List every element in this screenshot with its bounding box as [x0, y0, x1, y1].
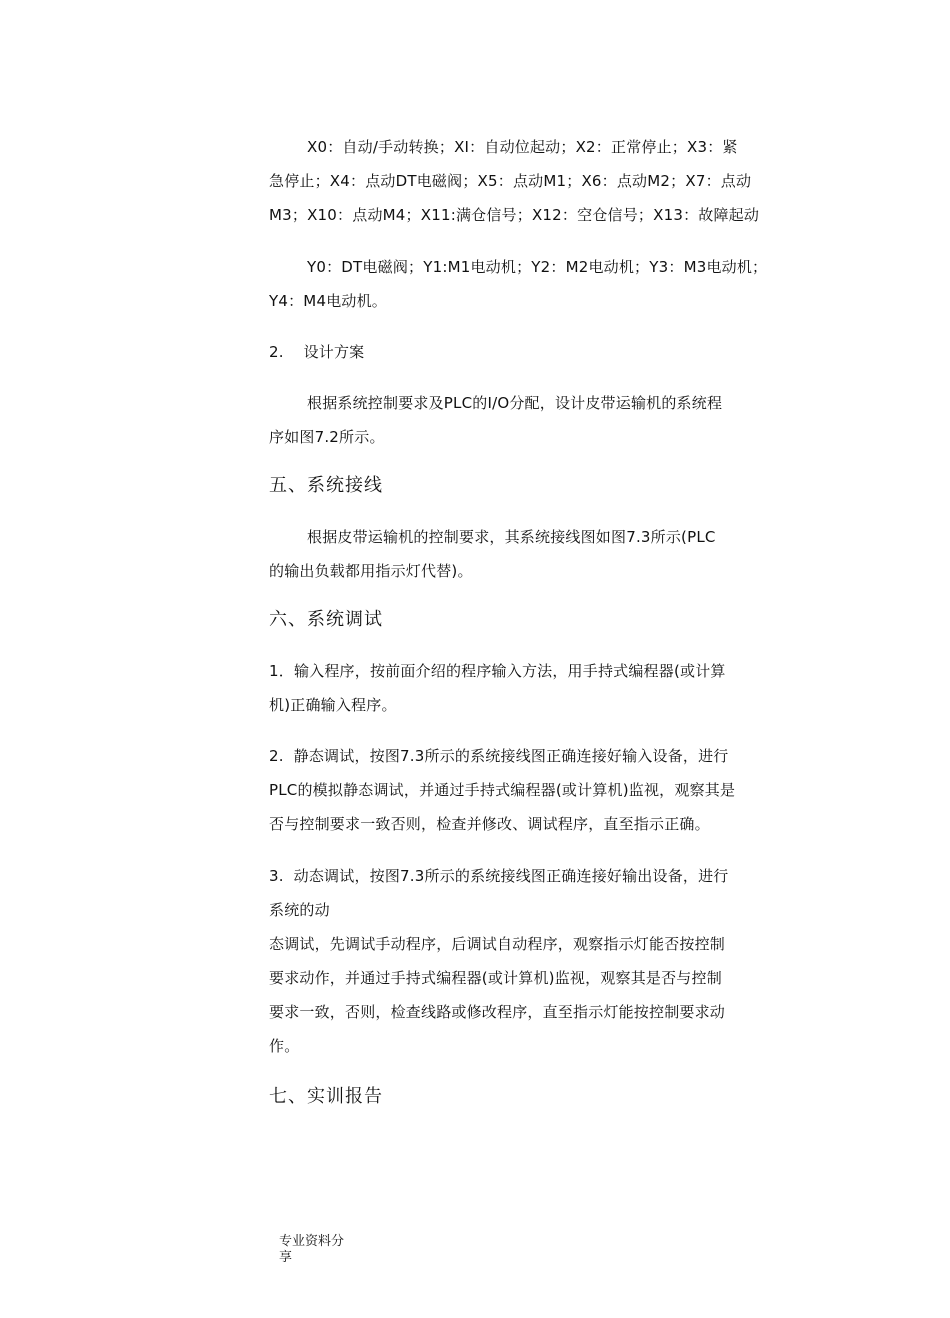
step-2-line-3: 否与控制要求一致否则，检查并修改、调试程序，直至指示正确。	[269, 815, 710, 833]
footer-line-2: 享	[279, 1250, 293, 1265]
step-3-line-6: 作。	[269, 1037, 300, 1055]
footer-line-1: 专业资料分	[279, 1234, 345, 1249]
io-inputs-line-1: X0：自动/手动转换；XI：自动位起动；X2：正常停止；X3：紧	[307, 138, 738, 156]
step-1-line-2: 机)正确输入程序。	[269, 696, 397, 714]
design-line-2: 序如图7.2所示。	[269, 428, 385, 446]
step-3-line-2: 系统的动	[269, 901, 330, 919]
section-6-heading: 六、系统调试	[269, 609, 383, 630]
io-outputs-line-2: Y4：M4电动机。	[269, 292, 387, 310]
design-heading: 2. 设计方案	[269, 343, 365, 361]
step-3-line-3: 态调试，先调试手动程序，后调试自动程序，观察指示灯能否按控制	[269, 935, 726, 953]
section-5-line-2: 的输出负载都用指示灯代替)。	[269, 562, 473, 580]
io-outputs-line-1: Y0：DT电磁阀；Y1:M1电动机；Y2：M2电动机；Y3：M3电动机；	[307, 258, 768, 276]
step-2-line-1: 2. 静态调试，按图7.3所示的系统接线图正确连接好输入设备，进行	[269, 747, 729, 765]
step-3-line-4: 要求动作，并通过手持式编程器(或计算机)监视，观察其是否与控制	[269, 969, 722, 987]
section-5-heading: 五、系统接线	[269, 475, 383, 496]
step-3-line-5: 要求一致，否则，检查线路或修改程序，直至指示灯能按控制要求动	[269, 1003, 726, 1021]
section-5-line-1: 根据皮带运输机的控制要求，其系统接线图如图7.3所示(PLC	[307, 528, 716, 546]
step-2-line-2: PLC的模拟静态调试，并通过手持式编程器(或计算机)监视，观察其是	[269, 781, 736, 799]
step-3-line-1: 3. 动态调试，按图7.3所示的系统接线图正确连接好输出设备，进行	[269, 867, 729, 885]
section-7-heading: 七、实训报告	[269, 1086, 383, 1107]
io-inputs-line-2: 急停止；X4：点动DT电磁阀；X5：点动M1；X6：点动M2；X7：点动	[269, 172, 752, 190]
design-line-1: 根据系统控制要求及PLC的I/O分配，设计皮带运输机的系统程	[307, 394, 723, 412]
step-1-line-1: 1．输入程序，按前面介绍的程序输入方法，用手持式编程器(或计算	[269, 662, 726, 680]
io-inputs-line-3: M3；X10：点动M4；X11:满仓信号；X12：空仓信号；X13：故障起动	[269, 206, 760, 224]
